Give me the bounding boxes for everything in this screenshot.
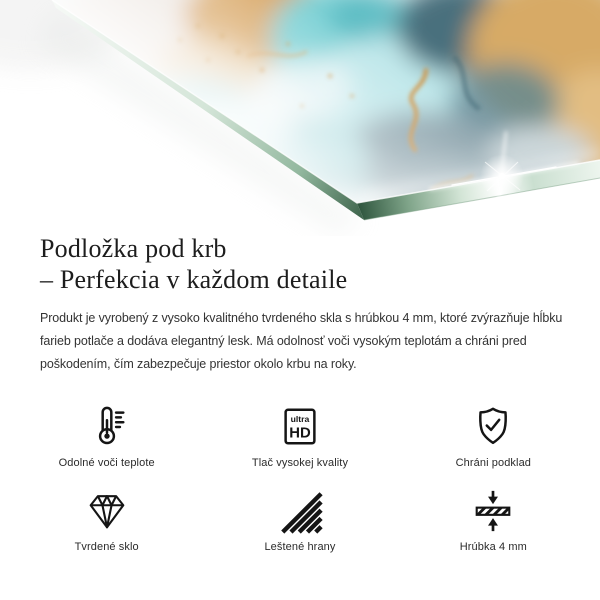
polished-edges-icon: [277, 488, 323, 534]
feature-label: Tlač vysokej kvality: [251, 457, 349, 469]
feature-item: [203, 488, 396, 553]
product-description: [40, 307, 562, 376]
feature-item: [397, 404, 590, 469]
feature-item: [397, 488, 590, 553]
feature-label: Hrúbka 4 mm: [459, 541, 527, 553]
feature-item: [203, 404, 396, 469]
feature-label: Leštené hrany: [264, 541, 336, 553]
title-line-1: Podložka pod krb: [40, 234, 227, 263]
description-line: Produkt je vyrobený z vysoko kvalitného tvrdeného skla s hrúbkou 4 mm, ktoré zvýrazňuje hĺbku: [40, 311, 563, 325]
feature-label: Tvrdené sklo: [74, 541, 139, 553]
page-title: [40, 233, 347, 295]
description-line: poškodením, čím zabezpečuje priestor okolo krbu na roky.: [40, 357, 357, 371]
ultra-hd-text-bottom: HD: [289, 425, 311, 442]
ultra-hd-icon: [277, 404, 323, 450]
feature-item: [10, 488, 203, 553]
feature-item: [10, 404, 203, 469]
shield-check-icon: [470, 404, 516, 450]
ultra-hd-text-top: ultra: [290, 414, 310, 425]
diamond-icon: [84, 488, 130, 534]
thickness-icon: [470, 488, 516, 534]
feature-grid: [10, 404, 590, 553]
hero-image: [0, 0, 600, 236]
feature-label: Odolné voči teplote: [58, 457, 155, 469]
feature-label: Chráni podklad: [455, 457, 532, 469]
thermometer-icon: [84, 404, 130, 450]
description-line: farieb potlače a dodáva elegantný lesk. Má odolnosť voči vysokým teplotám a chráni pred: [40, 334, 527, 348]
title-line-2: – Perfekcia v každom detaile: [40, 265, 348, 294]
